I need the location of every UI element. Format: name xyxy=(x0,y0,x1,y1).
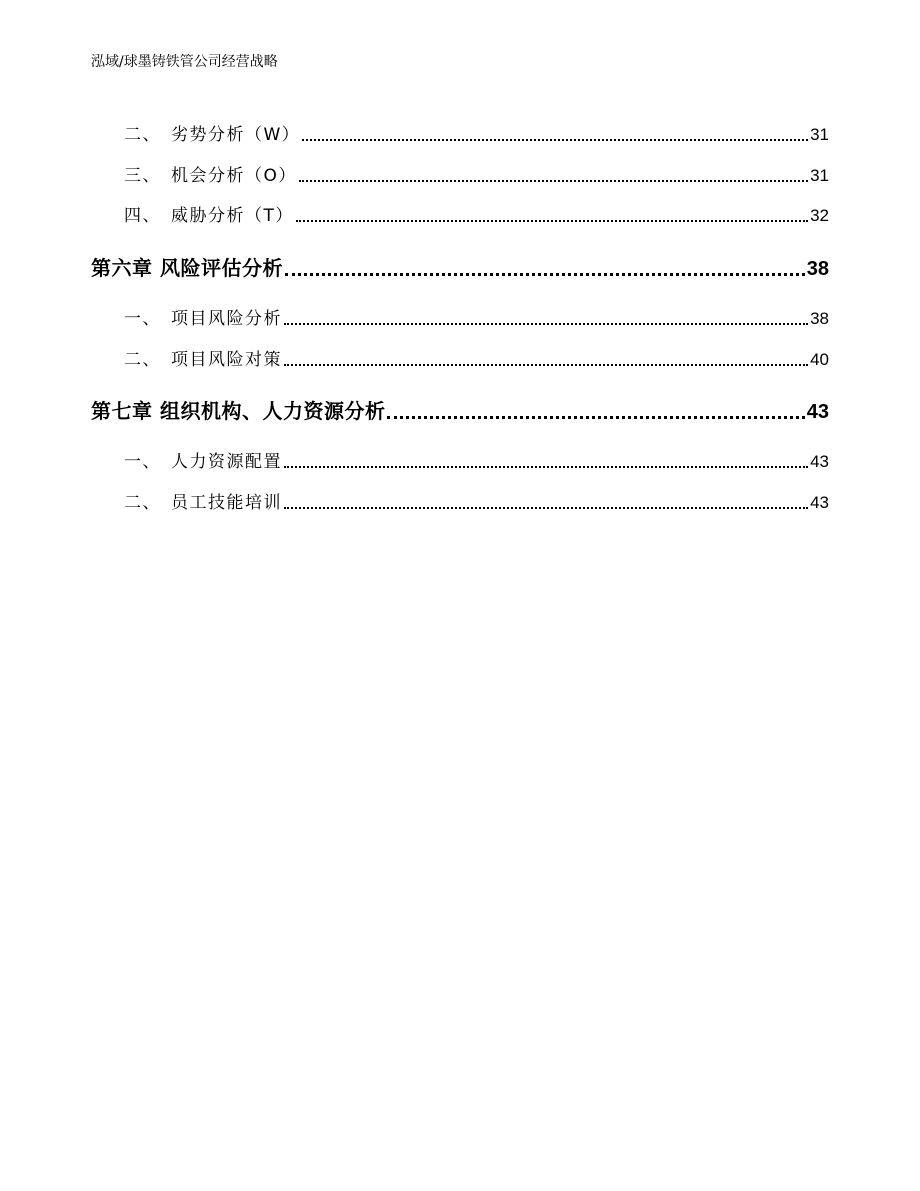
toc-leader-dots xyxy=(299,180,808,182)
toc-entry-title: 机会分析（O） xyxy=(171,166,297,186)
toc-entry-title: 项目风险对策 xyxy=(171,350,282,370)
toc-entry-title: 员工技能培训 xyxy=(171,493,282,513)
toc-entry-title: 项目风险分析 xyxy=(171,309,282,329)
toc-entry-page: 38 xyxy=(810,309,829,328)
toc-entry-opportunity[interactable] xyxy=(124,164,829,188)
toc-chapter-page: 43 xyxy=(806,401,829,423)
toc-entry-weakness[interactable] xyxy=(124,123,829,147)
toc-chapter-7[interactable] xyxy=(91,397,829,425)
toc-entry-threat[interactable] xyxy=(124,204,829,228)
toc-entry-title: 人力资源配置 xyxy=(171,452,282,472)
toc-leader-dots xyxy=(302,139,808,141)
page-header: 泓域/球墨铸铁管公司经营战略 xyxy=(91,54,278,70)
toc-entry-number: 四、 xyxy=(124,206,161,226)
toc-entry-number: 二、 xyxy=(124,350,161,370)
toc-entry-number: 一、 xyxy=(124,309,161,329)
toc-entry-project-risk-analysis[interactable] xyxy=(124,307,829,331)
toc-chapter-6[interactable] xyxy=(91,254,829,282)
toc-entry-staff-training[interactable] xyxy=(124,491,829,515)
toc-entry-page: 32 xyxy=(810,206,829,225)
toc-entry-number: 二、 xyxy=(124,125,161,145)
toc-chapter-title: 第六章 风险评估分析 xyxy=(91,256,283,280)
toc-entry-page: 43 xyxy=(810,452,829,471)
toc-entry-page: 43 xyxy=(810,493,829,512)
toc-entry-number: 三、 xyxy=(124,166,161,186)
toc-entry-project-risk-measures[interactable] xyxy=(124,348,829,372)
toc-entry-number: 一、 xyxy=(124,452,161,472)
toc-entry-page: 31 xyxy=(810,166,829,185)
toc-entry-number: 二、 xyxy=(124,493,161,513)
toc-entry-hr-allocation[interactable] xyxy=(124,450,829,474)
toc-leader-dots xyxy=(284,364,808,366)
toc-leader-dots xyxy=(284,466,808,468)
toc-leader-dots xyxy=(296,220,808,222)
toc-leader-dots xyxy=(285,273,805,276)
toc-entry-title: 劣势分析（W） xyxy=(171,125,301,145)
toc-chapter-page: 38 xyxy=(806,258,829,280)
toc-entry-page: 40 xyxy=(810,350,829,369)
toc-entry-title: 威胁分析（T） xyxy=(171,206,294,226)
toc-leader-dots xyxy=(387,416,804,419)
toc-chapter-title: 第七章 组织机构、人力资源分析 xyxy=(91,399,386,423)
toc-entry-page: 31 xyxy=(810,125,829,144)
toc-leader-dots xyxy=(284,323,808,325)
toc-leader-dots xyxy=(284,507,808,509)
